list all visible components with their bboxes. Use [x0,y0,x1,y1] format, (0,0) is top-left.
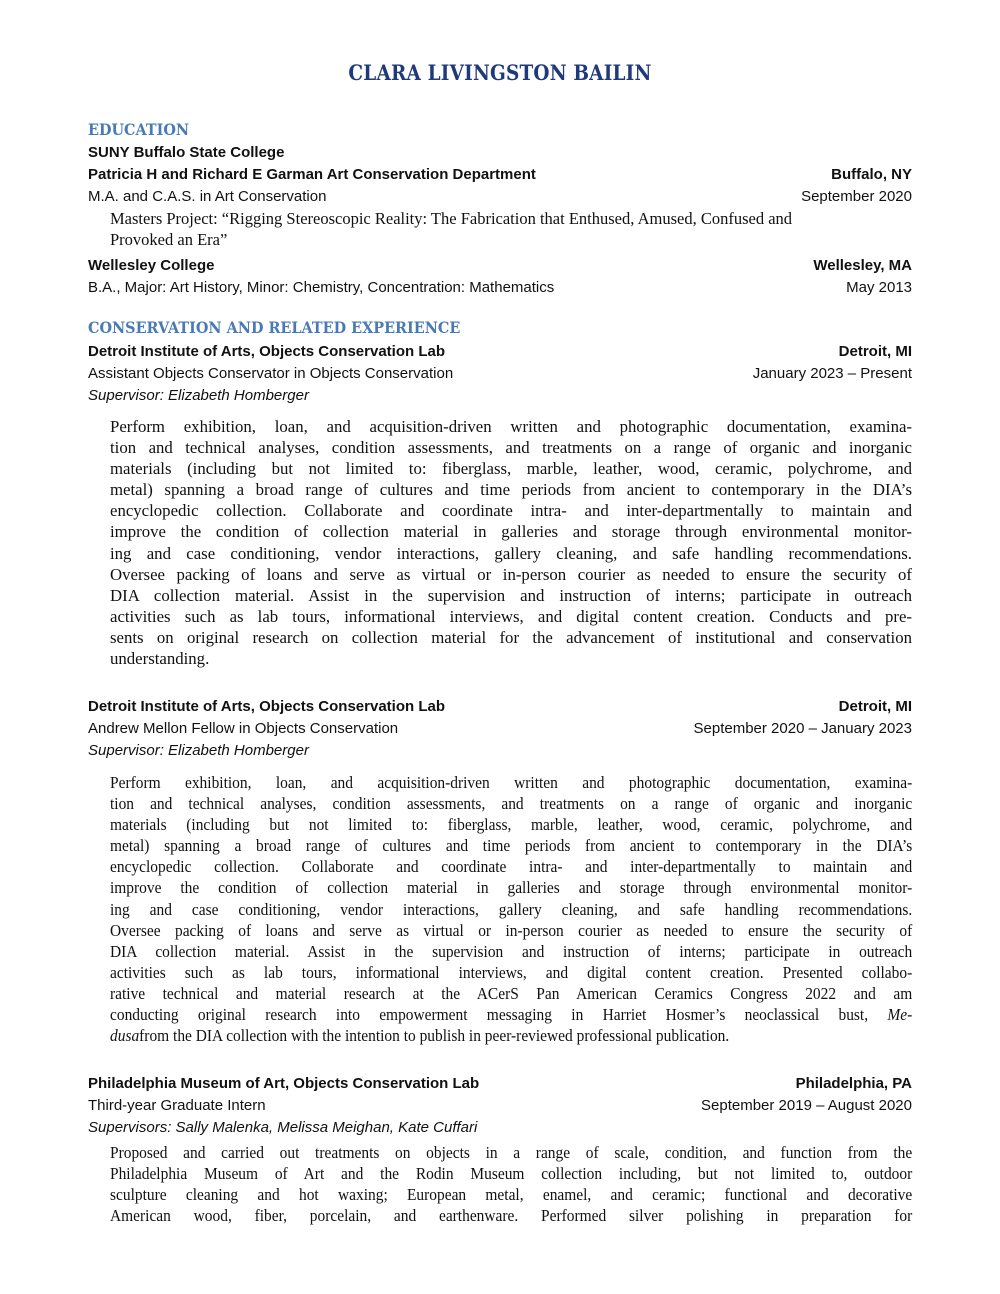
description-text: from the DIA collection with the intention to publish in peer-reviewed professional publication. [139,1026,730,1046]
section-heading-experience: CONSERVATION AND RELATED EXPERIENCE [88,318,461,337]
italic-title-fragment: Me- [887,1005,913,1025]
description-line: tion and technical analyses, condition assessments, and treatments on a range of organic and inorganic [110,438,912,458]
experience-description [110,1142,912,1226]
description-line: improve the condition of collection material in galleries and storage through environmental monitor- [110,878,913,898]
organization-name: Detroit Institute of Arts, Objects Conservation Lab [88,698,445,715]
description-line: sents on original research on collection material for the advancement of institutional and conservation [110,627,912,647]
education-entry-degree [88,186,912,208]
description-line: Philadelphia Museum of Art and the Rodin Museum collection including, but not limited to, outdoor [110,1164,913,1184]
degree-name: M.A. and C.A.S. in Art Conservation [88,188,327,205]
description-line: materials (including but not limited to: fiberglass, marble, leather, wood, ceramic, polychrome, and [110,815,913,835]
description-line: Oversee packing of loans and serve as virtual or in-person courier as needed to ensure the security of [110,564,912,584]
role-title: Assistant Objects Conservator in Objects Conservation [88,365,454,382]
description-line: improve the condition of collection material in galleries and storage through environmental monitor- [110,522,912,542]
degree-name: B.A., Major: Art History, Minor: Chemistry, Concentration: Mathematics [88,279,555,296]
education-entry-department [88,164,912,186]
experience-description [110,772,912,1046]
description-line: ing and case conditioning, vendor interactions, gallery cleaning, and safe handling recommendations. [110,543,912,563]
description-line: Perform exhibition, loan, and acquisition-driven written and photographic documentation, examina- [110,417,912,436]
masters-project-line-2: Provoked an Era” [110,230,228,249]
description-line [110,1004,912,1025]
degree-date: May 2013 [846,279,912,296]
experience-location: Detroit, MI [838,343,912,360]
supervisor-name: Supervisor: Elizabeth Homberger [88,742,309,759]
description-line: Proposed and carried out treatments on objects in a range of scale, condition, and function from the [110,1143,913,1162]
description-line: rative technical and material research at the ACerS Pan American Ceramics Congress 2022 and am [110,983,913,1003]
description-line: DIA collection material. Assist in the supervision and instruction of interns; participate in outreach [110,585,912,605]
education-location: Buffalo, NY [831,166,912,183]
description-line: American wood, fiber, porcelain, and earthenware. Performed silver polishing in preparation for [110,1206,913,1226]
description-line: ing and case conditioning, vendor interactions, gallery cleaning, and safe handling recommendations. [110,899,913,919]
description-line [110,1025,912,1046]
education-entry-institution [88,255,912,277]
organization-name: Detroit Institute of Arts, Objects Conservation Lab [88,343,445,360]
role-title: Third-year Graduate Intern [88,1097,266,1114]
section-heading-education: EDUCATION [88,120,190,139]
experience-entry-supervisor [88,740,912,762]
institution-name: Wellesley College [88,257,215,274]
experience-description [110,416,912,669]
description-line: encyclopedic collection. Collaborate and coordinate intra- and inter-departmentally to maintain and [110,501,912,521]
role-dates: September 2020 – January 2023 [693,720,912,737]
italic-title-fragment: dusa [110,1026,140,1046]
experience-entry-role [88,718,912,740]
supervisor-name: Supervisor: Elizabeth Homberger [88,387,309,404]
education-entry-degree [88,277,912,299]
experience-entry-supervisor [88,1117,912,1139]
masters-project-line-1: Masters Project: “Rigging Stereoscopic Reality: The Fabrication that Enthused, Amused, Confused and [110,209,793,228]
description-line: sculpture cleaning and hot waxing; European metal, enamel, and ceramic; functional and decorative [110,1185,913,1205]
description-line: encyclopedic collection. Collaborate and coordinate intra- and inter-departmentally to maintain and [110,857,913,877]
degree-date: September 2020 [801,188,912,205]
description-line: Perform exhibition, loan, and acquisition-driven written and photographic documentation, examina- [110,773,913,792]
description-line: materials (including but not limited to: fiberglass, marble, leather, wood, ceramic, polychrome, and [110,459,912,479]
description-line: activities such as lab tours, informational interviews, and digital content creation. Conducts and pre- [110,606,912,626]
organization-name: Philadelphia Museum of Art, Objects Conservation Lab [88,1075,480,1092]
education-entry-institution [88,142,912,164]
experience-entry-supervisor [88,385,912,407]
description-line: metal) spanning a broad range of cultures and time periods from ancient to contemporary in the DIA’s [110,836,913,856]
role-title: Andrew Mellon Fellow in Objects Conservation [88,720,399,737]
experience-entry-role [88,363,912,385]
description-line: Oversee packing of loans and serve as virtual or in-person courier as needed to ensure the security of [110,920,913,940]
experience-location: Philadelphia, PA [795,1075,912,1092]
experience-location: Detroit, MI [838,698,912,715]
experience-entry-org [88,1073,912,1095]
description-line: understanding. [110,649,210,669]
experience-entry-org [88,696,912,718]
description-text: conducting original research into empowerment messaging in Harriet Hosmer’s neoclassical bust, [110,1005,869,1025]
supervisor-name: Supervisors: Sally Malenka, Melissa Meighan, Kate Cuffari [88,1119,478,1136]
role-dates: January 2023 – Present [752,365,912,382]
role-dates: September 2019 – August 2020 [701,1097,912,1114]
description-line: activities such as lab tours, informational interviews, and digital content creation. Presented collabo- [110,962,913,982]
description-line: metal) spanning a broad range of cultures and time periods from ancient to contemporary in the DIA’s [110,480,912,500]
experience-entry-org [88,341,912,363]
experience-entry-role [88,1095,912,1117]
department-name: Patricia H and Richard E Garman Art Conservation Department [88,166,536,183]
description-line: DIA collection material. Assist in the supervision and instruction of interns; participate in outreach [110,941,913,961]
education-location: Wellesley, MA [813,257,912,274]
institution-name: SUNY Buffalo State College [88,144,285,161]
candidate-name: CLARA LIVINGSTON BAILIN [348,60,652,85]
description-line: tion and technical analyses, condition assessments, and treatments on a range of organic and inorganic [110,794,913,814]
